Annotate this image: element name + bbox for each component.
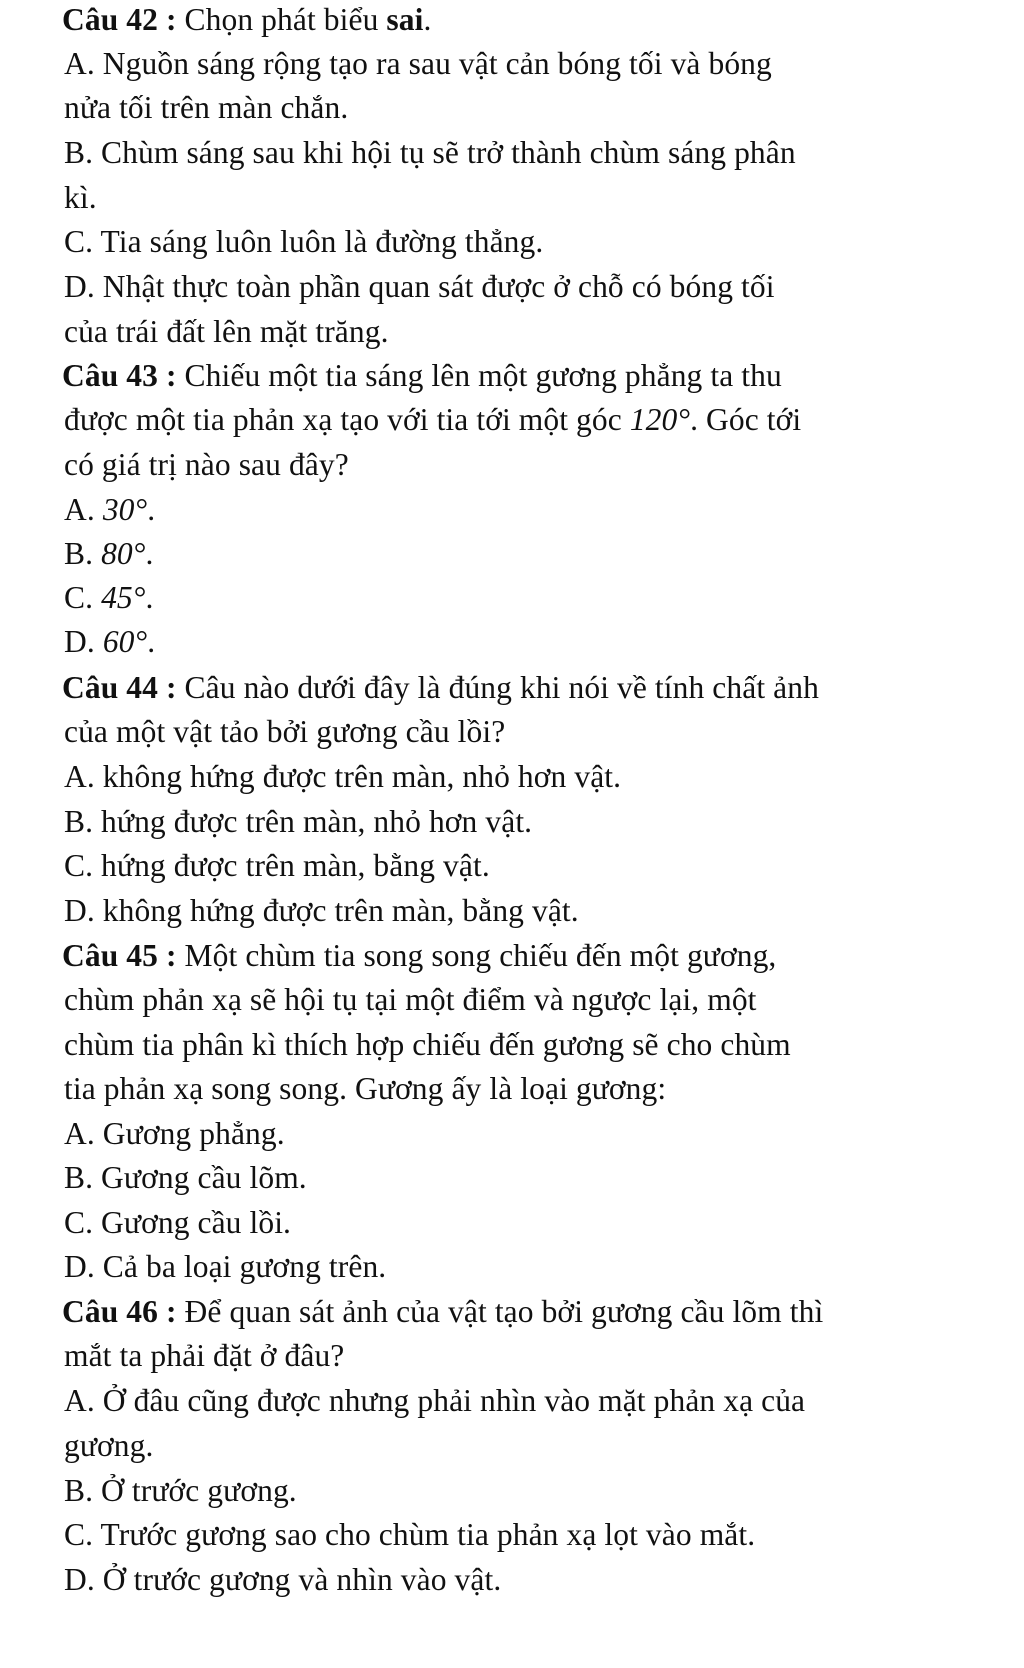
question-44-number: Câu 44 : [62,670,177,705]
question-46-option-a-line-2: gương. [64,1428,154,1463]
option-value: 30° [102,492,148,527]
option-suffix: . [145,580,154,615]
option-prefix: A. [64,492,95,527]
question-44-option-a: A. không hứng được trên màn, nhỏ hơn vật. [64,759,622,794]
question-46-option-a-line-1: A. Ở đâu cũng được nhưng phải nhìn vào mặt phản xạ của [64,1383,806,1418]
question-43-stem-line-3: có giá trị nào sau đây? [64,447,349,482]
option-suffix: . [147,624,156,659]
question-45-option-c: C. Gương cầu lồi. [64,1205,292,1240]
question-42-option-d-line-1: D. Nhật thực toàn phần quan sát được ở chỗ có bóng tối [64,269,775,304]
question-46-option-d: D. Ở trước gương và nhìn vào vật. [64,1562,502,1597]
question-43-angle: 120° [629,402,691,437]
option-prefix: C. [64,580,94,615]
question-43-option-b [64,534,153,574]
question-44-stem-line-2: của một vật tảo bởi gương cầu lồi? [64,714,506,749]
question-46-option-b: B. Ở trước gương. [64,1473,297,1508]
question-45-stem-line-2: chùm phản xạ sẽ hội tụ tại một điểm và ngược lại, một [64,982,757,1017]
question-43-stem-line-1 [62,356,782,396]
option-prefix: B. [64,536,94,571]
question-45-option-a: A. Gương phẳng. [64,1116,285,1151]
option-prefix: D. [64,624,95,659]
question-43-text-2: được một tia phản xạ tạo với tia tới một góc [64,402,622,437]
question-44-stem-line-1 [62,668,819,708]
question-42-option-d-line-2: của trái đất lên mặt trăng. [64,314,389,349]
question-43-text-1: Chiếu một tia sáng lên một gương phẳng ta thu [184,358,782,393]
question-43-stem-line-2 [64,400,801,440]
question-45-option-d: D. Cả ba loại gương trên. [64,1249,387,1284]
question-45-stem-line-1 [62,936,776,976]
question-45-number: Câu 45 : [62,938,177,973]
question-43-option-d [64,622,155,662]
question-43-text-3: . Góc tới [690,402,802,437]
question-46-text-1: Để quan sát ảnh của vật tạo bởi gương cầu lõm thì [184,1294,824,1329]
question-44-option-b: B. hứng được trên màn, nhỏ hơn vật. [64,804,533,839]
question-45-stem-line-3: chùm tia phân kì thích hợp chiếu đến gương sẽ cho chùm [64,1027,791,1062]
question-43-number: Câu 43 : [62,358,177,393]
option-value: 60° [102,624,148,659]
question-44-option-d: D. không hứng được trên màn, bằng vật. [64,893,579,928]
question-42-text: Chọn phát biểu [184,2,379,37]
question-42-keyword: sai [386,2,424,37]
option-value: 80° [101,536,146,571]
question-46-option-c: C. Trước gương sao cho chùm tia phản xạ lọt vào mắt. [64,1517,756,1552]
question-43-option-a [64,490,155,530]
question-45-option-b: B. Gương cầu lõm. [64,1160,307,1195]
question-44-option-c: C. hứng được trên màn, bằng vật. [64,848,490,883]
question-46-number: Câu 46 : [62,1294,177,1329]
question-45-stem-line-4: tia phản xạ song song. Gương ấy là loại gương: [64,1071,667,1106]
question-42-option-b-line-1: B. Chùm sáng sau khi hội tụ sẽ trở thành chùm sáng phân [64,135,796,170]
question-42-number: Câu 42 : [62,2,177,37]
option-suffix: . [145,536,154,571]
question-42-option-c: C. Tia sáng luôn luôn là đường thẳng. [64,224,544,259]
question-42-option-a-line-1: A. Nguồn sáng rộng tạo ra sau vật cản bóng tối và bóng [64,46,772,81]
question-46-stem-line-1 [62,1292,823,1332]
option-suffix: . [147,492,156,527]
option-value: 45° [101,580,146,615]
question-46-stem-line-2: mắt ta phải đặt ở đâu? [64,1338,345,1373]
question-42-period: . [423,2,432,37]
question-42-option-b-line-2: kì. [64,180,97,215]
question-43-option-c [64,578,153,618]
question-42-stem [62,0,431,40]
question-44-text-1: Câu nào dưới đây là đúng khi nói về tính chất ảnh [184,670,819,705]
question-45-text-1: Một chùm tia song song chiếu đến một gương, [184,938,777,973]
question-42-option-a-line-2: nửa tối trên màn chắn. [64,90,349,125]
